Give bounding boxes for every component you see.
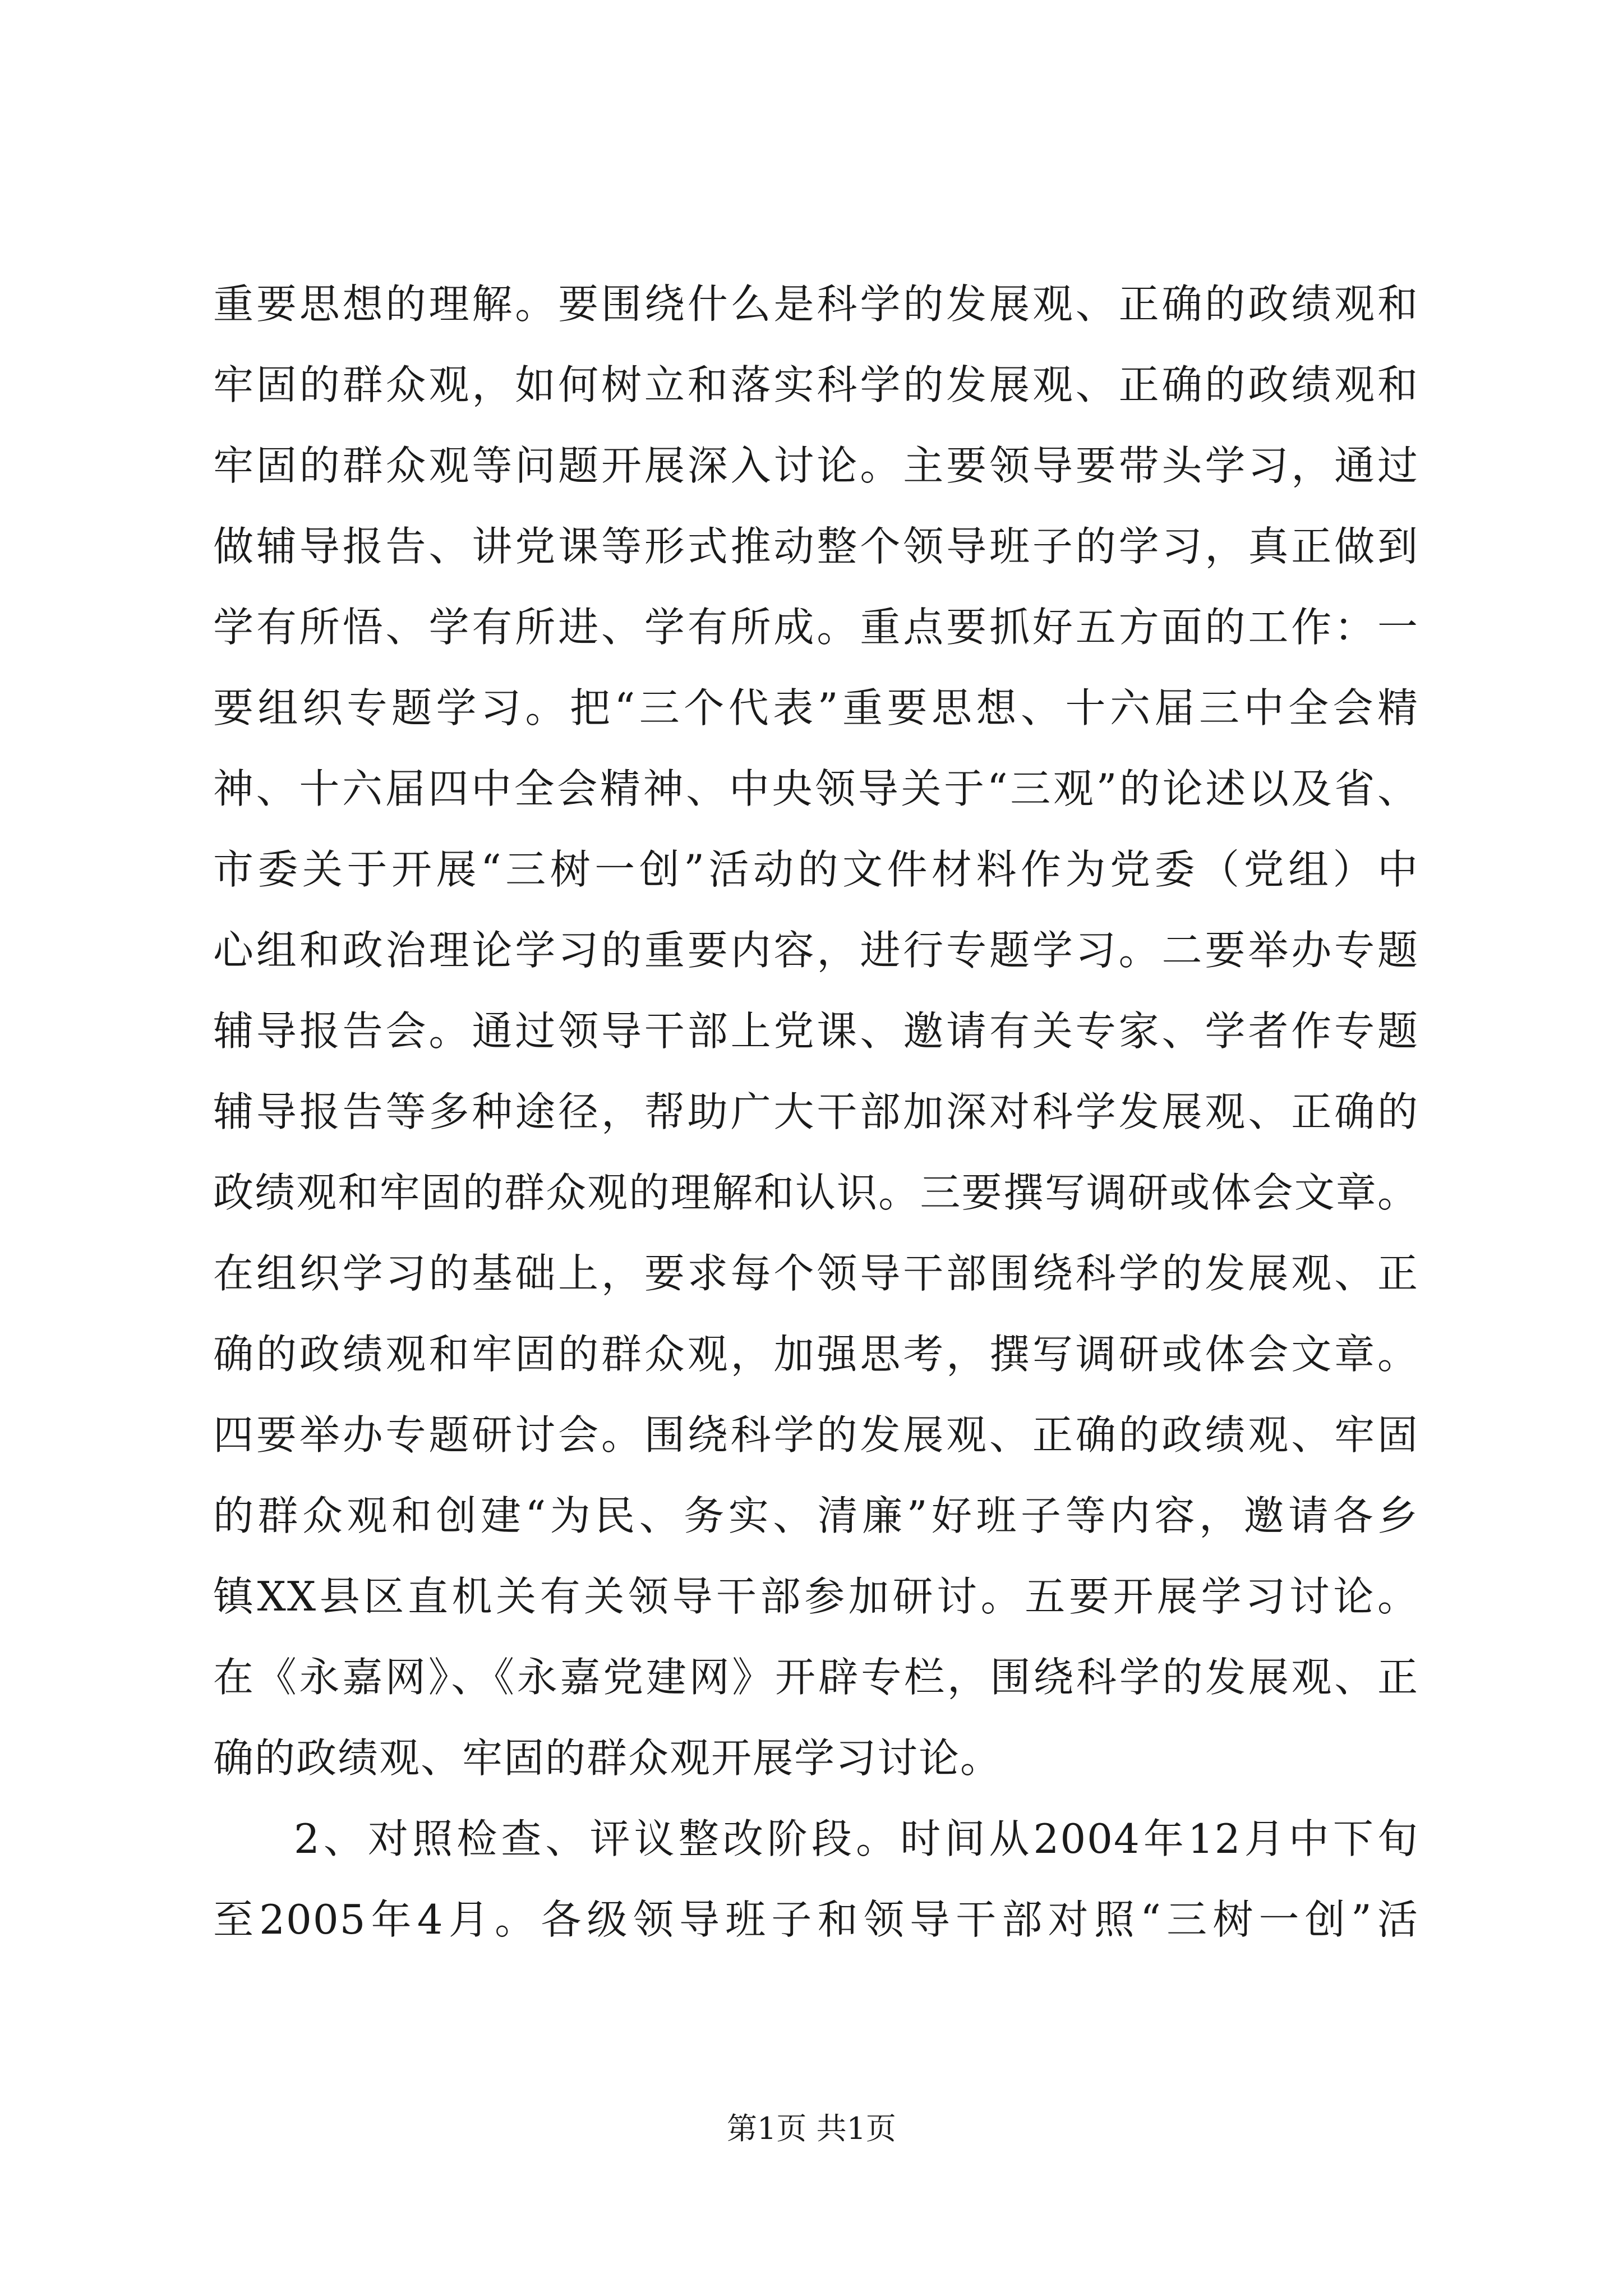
text-line: 在《永嘉网》、《永嘉党建网》开辟专栏，围绕科学的发展观、正	[213, 1654, 1419, 1701]
text-line: 辅导报告等多种途径，帮助广大干部加深对科学发展观、正确的	[213, 1088, 1419, 1135]
text-line: 2、对照检查、评议整改阶段。时间从2004年12月中下旬	[294, 1815, 1419, 1862]
text-line: 要组织专题学习。把“三个代表”重要思想、十六届三中全会精	[213, 684, 1419, 731]
text-line: 神、十六届四中全会精神、中央领导关于“三观”的论述以及省、	[213, 765, 1419, 812]
text-line: 确的政绩观和牢固的群众观，加强思考，撰写调研或体会文章。	[213, 1331, 1419, 1378]
text-line: 牢固的群众观，如何树立和落实科学的发展观、正确的政绩观和	[213, 361, 1419, 408]
text-line: 四要举办专题研讨会。围绕科学的发展观、正确的政绩观、牢固	[213, 1411, 1419, 1458]
text-line: 学有所悟、学有所进、学有所成。重点要抓好五方面的工作：一	[213, 604, 1419, 651]
text-line: 牢固的群众观等问题开展深入讨论。主要领导要带头学习，通过	[213, 442, 1419, 489]
text-line: 重要思想的理解。要围绕什么是科学的发展观、正确的政绩观和	[213, 280, 1419, 328]
page-number-footer: 第1页 共1页	[727, 2111, 896, 2146]
text-line: 政绩观和牢固的群众观的理解和认识。三要撰写调研或体会文章。	[213, 1169, 1419, 1216]
text-line: 市委关于开展“三树一创”活动的文件材料作为党委（党组）中	[213, 846, 1419, 893]
text-line: 做辅导报告、讲党课等形式推动整个领导班子的学习，真正做到	[213, 523, 1419, 570]
text-line: 心组和政治理论学习的重要内容，进行专题学习。二要举办专题	[213, 927, 1419, 974]
text-line: 在组织学习的基础上，要求每个领导干部围绕科学的发展观、正	[213, 1250, 1419, 1297]
text-line: 镇XX县区直机关有关领导干部参加研讨。五要开展学习讨论。	[213, 1573, 1419, 1620]
text-line: 至2005年4月。各级领导班子和领导干部对照“三树一创”活	[213, 1896, 1419, 1943]
text-line: 确的政绩观、牢固的群众观开展学习讨论。	[213, 1734, 1002, 1782]
text-line: 的群众观和创建“为民、务实、清廉”好班子等内容，邀请各乡	[213, 1492, 1419, 1539]
text-line: 辅导报告会。通过领导干部上党课、邀请有关专家、学者作专题	[213, 1007, 1419, 1055]
body-text	[213, 264, 1419, 1960]
